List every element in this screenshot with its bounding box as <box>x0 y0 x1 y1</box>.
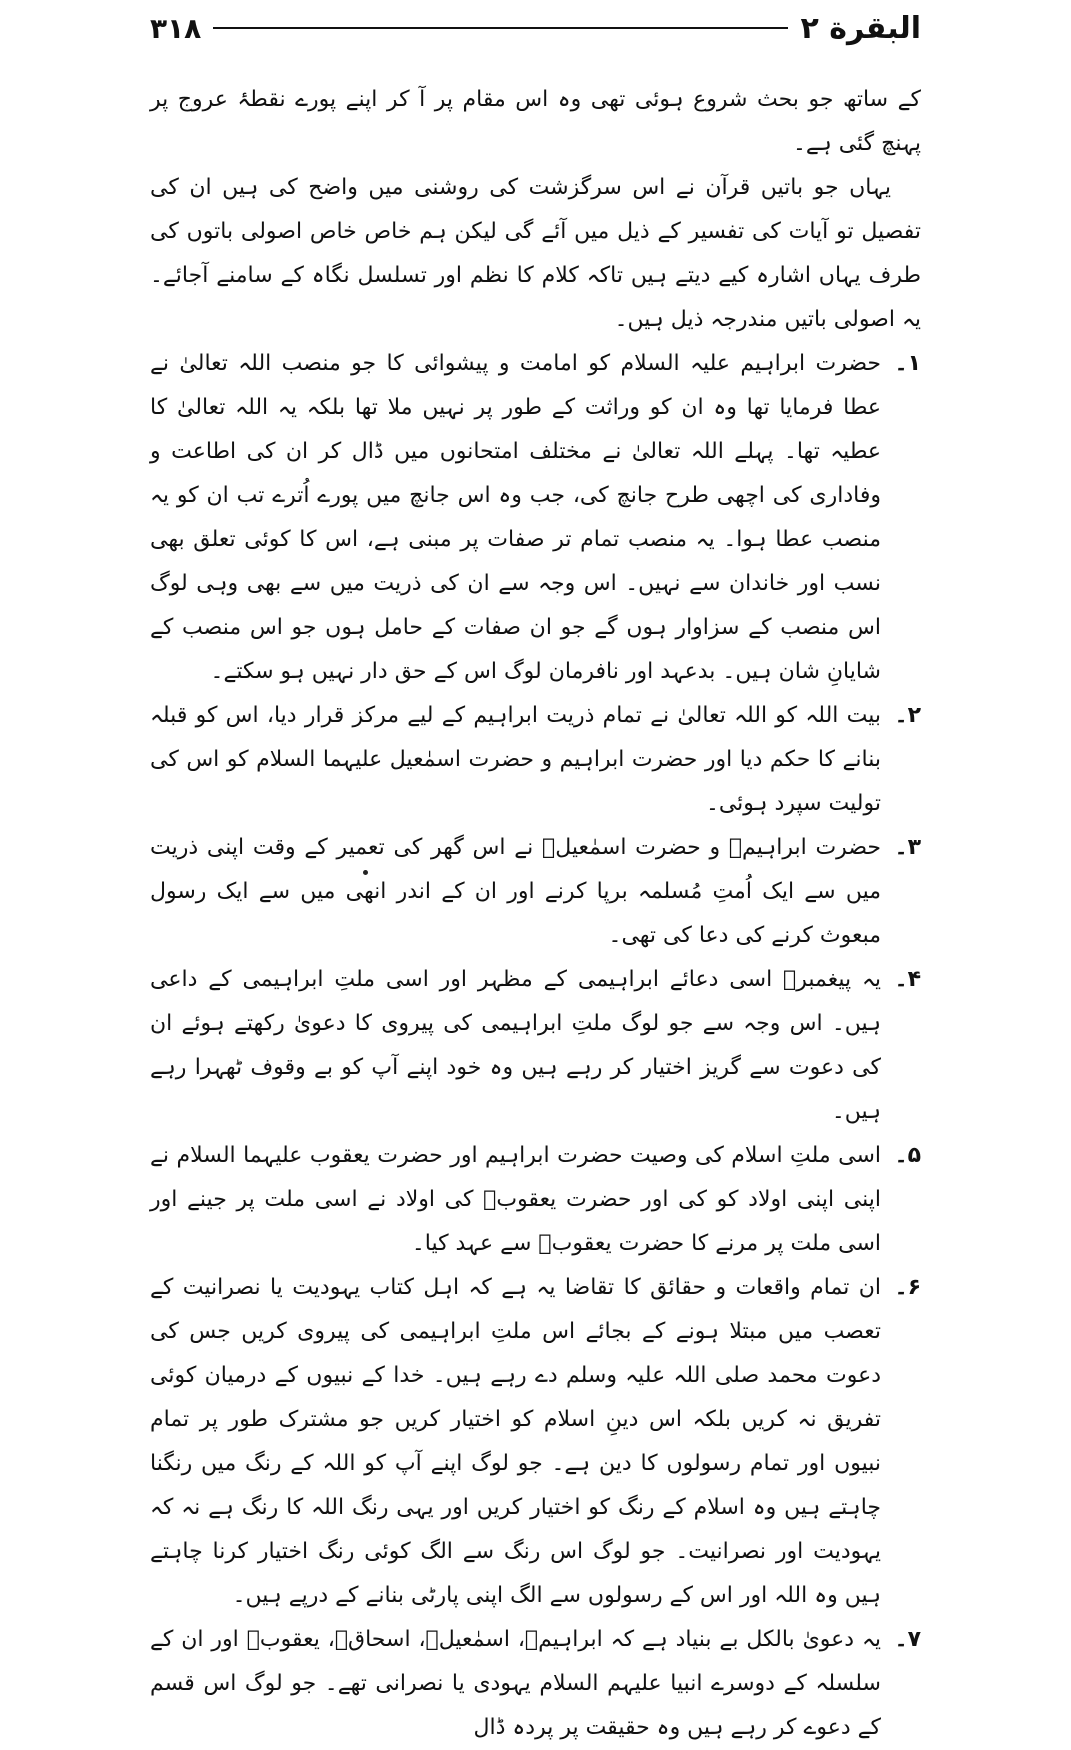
page-number: ٣١٨ <box>150 11 202 45</box>
item-number: ۶۔ <box>894 1275 921 1300</box>
list-item <box>150 1266 921 1618</box>
surah-title: البقرة ٢ <box>800 10 921 46</box>
list-item <box>150 694 921 826</box>
item-text: حضرت ابراہیم علیہ السلام کو امامت و پیشوائی کا جو منصب اللہ تعالیٰ نے عطا فرمایا تھا وہ ان کو وراثت کے طور پر نہیں ملا تھا بلکہ یہ اللہ تعالیٰ کا عطیہ تھا۔ پہلے اللہ تعالیٰ نے مختلف امتحانوں میں ڈال کر ان کی اطاعت و وفاداری کی اچھی طرح جانچ کی، جب وہ اس جانچ میں پورے اُترے تب ان کو یہ منصب عطا ہوا۔ یہ منصب تمام تر صفات پر مبنی ہے، اس کا کوئی تعلق بھی نسب اور خاندان سے نہیں۔ اس وجہ سے ان کی ذریت میں سے بھی وہی لوگ اس منصب کے سزاوار ہوں گے جو ان صفات کے حامل ہوں جو اس منصب کے شایانِ شان ہیں۔ بدعہد اور نافرمان لوگ اس کے حق دار نہیں ہو سکتے۔ <box>150 351 881 684</box>
list-item <box>150 342 921 694</box>
item-text: یہ دعویٰ بالکل بے بنیاد ہے کہ ابراہیمؑ، اسمٰعیلؑ، اسحاقؑ، یعقوبؑ اور ان کے سلسلہ کے دوسرے انبیا علیہم السلام یہودی یا نصرانی تھے۔ جو لوگ اس قسم کے دعوے کر رہے ہیں وہ حقیقت پر پردہ ڈال <box>150 1627 881 1740</box>
item-number: ۴۔ <box>894 967 921 992</box>
paragraph: کے ساتھ جو بحث شروع ہوئی تھی وہ اس مقام پر آ کر اپنے پورے نقطۂ عروج پر پہنچ گئی ہے۔ <box>150 87 921 156</box>
item-number: ۱۔ <box>894 351 921 376</box>
item-number: ۲۔ <box>894 703 921 728</box>
list-item <box>150 826 921 958</box>
page-body <box>150 78 921 1740</box>
item-number: ۷۔ <box>894 1627 921 1652</box>
ink-speck <box>363 870 368 875</box>
numbered-list <box>150 342 921 1750</box>
item-number: ۵۔ <box>894 1143 921 1168</box>
item-text: ان تمام واقعات و حقائق کا تقاضا یہ ہے کہ اہل کتاب یہودیت یا نصرانیت کے تعصب میں مبتلا ہونے کے بجائے اس ملتِ ابراہیمی کی پیروی کریں جس کی دعوت محمد صلی اللہ علیہ وسلم دے رہے ہیں۔ خدا کے نبیوں کے درمیان کوئی تفریق نہ کریں بلکہ اس دینِ اسلام کو اختیار کریں جو مشترک طور پر تمام نبیوں اور تمام رسولوں کا دین ہے۔ جو لوگ اپنے آپ کو اللہ کے رنگ میں رنگنا چاہتے ہیں وہ اسلام کے رنگ کو اختیار کریں اور یہی رنگ اللہ کا رنگ ہے نہ کہ یہودیت اور نصرانیت۔ جو لوگ اس رنگ سے الگ کوئی رنگ اختیار کرنا چاہتے ہیں وہ اللہ اور اس کے رسولوں سے الگ اپنی پارٹی بنانے کے درپے ہیں۔ <box>150 1275 881 1608</box>
paragraph: یہاں جو باتیں قرآن نے اس سرگزشت کی روشنی میں واضح کی ہیں ان کی تفصیل تو آیات کی تفسیر کے ذیل میں آئے گی لیکن ہم خاص خاص اصولی باتوں کی طرف یہاں اشارہ کیے دیتے ہیں تاکہ کلام کا نظم اور تسلسل نگاہ کے سامنے آجائے۔ یہ اصولی باتیں مندرجہ ذیل ہیں۔ <box>150 175 921 332</box>
item-number: ۳۔ <box>894 835 921 860</box>
list-item <box>150 1618 921 1750</box>
item-text: یہ پیغمبرؐ اسی دعائے ابراہیمی کے مظہر اور اسی ملتِ ابراہیمی کے داعی ہیں۔ اس وجہ سے جو لوگ ملتِ ابراہیمی کی پیروی کا دعویٰ رکھتے ہوئے ان کی دعوت سے گریز اختیار کر رہے ہیں وہ خود اپنے آپ کو بے وقوف ٹھہرا رہے ہیں۔ <box>150 967 881 1124</box>
item-text: حضرت ابراہیمؑ و حضرت اسمٰعیلؑ نے اس گھر کی تعمیر کے وقت اپنی ذریت میں سے ایک اُمتِ مُسلمہ برپا کرنے اور ان کے اندر انھی میں سے ایک رسول مبعوث کرنے کی دعا کی تھی۔ <box>150 835 881 948</box>
item-text: اسی ملتِ اسلام کی وصیت حضرت ابراہیم اور حضرت یعقوب علیہما السلام نے اپنی اپنی اولاد کو کی اور حضرت یعقوبؑ کی اولاد نے اسی ملت پر جینے اور اسی ملت پر مرنے کا حضرت یعقوبؑ سے عہد کیا۔ <box>150 1143 881 1256</box>
header-rule <box>213 27 788 29</box>
page-header <box>150 8 921 48</box>
list-item <box>150 1134 921 1266</box>
item-text: بیت اللہ کو اللہ تعالیٰ نے تمام ذریت ابراہیم کے لیے مرکز قرار دیا، اس کو قبلہ بنانے کا حکم دیا اور حضرت ابراہیم و حضرت اسمٰعیل علیہما السلام کو اس کی تولیت سپرد ہوئی۔ <box>150 703 881 816</box>
list-item <box>150 958 921 1134</box>
